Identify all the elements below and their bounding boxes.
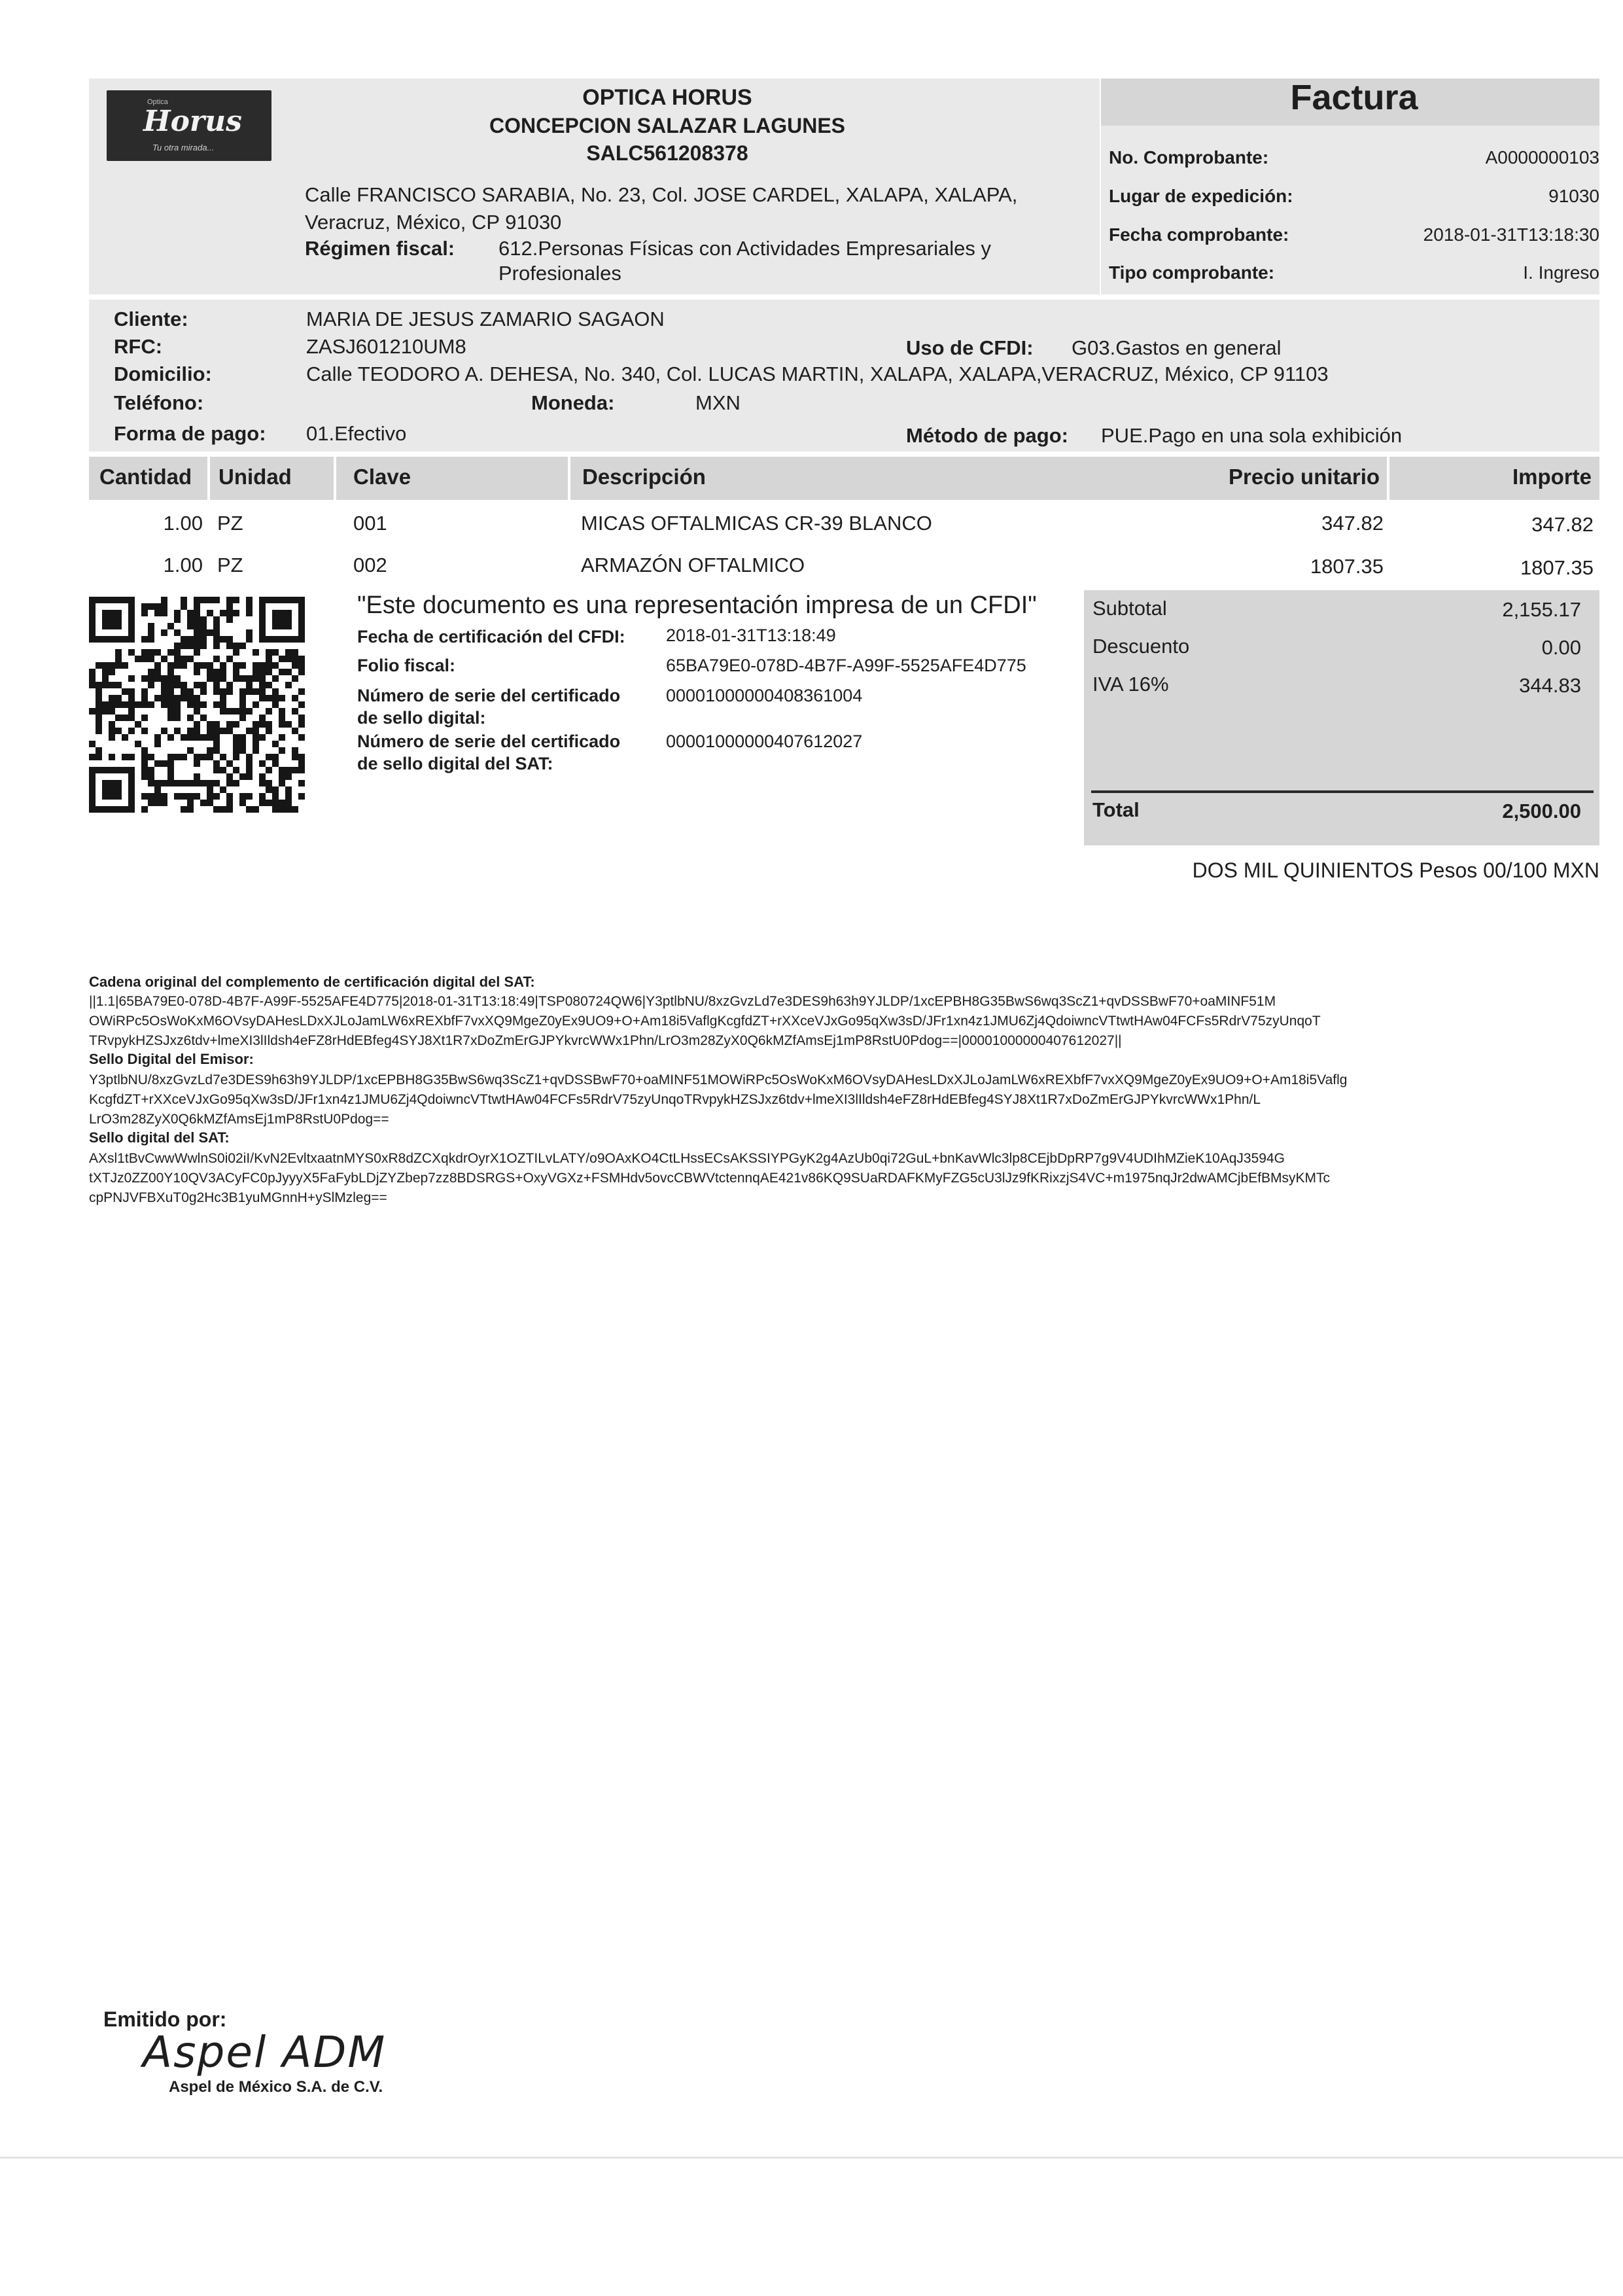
currency: MXN bbox=[695, 391, 741, 414]
emisor-seal-line: LrO3m28ZyX0Q6kMZfAmsEj1mP8RstU0Pdog== bbox=[89, 1112, 389, 1127]
field-label: Fecha comprobante: bbox=[1109, 224, 1289, 245]
subtotal-label: Subtotal bbox=[1092, 597, 1167, 620]
row-quantity: 1.00 bbox=[163, 554, 203, 576]
row-unit: PZ bbox=[217, 554, 243, 576]
currency-label: Moneda: bbox=[531, 391, 615, 414]
row-code: 002 bbox=[353, 554, 387, 576]
aspel-logo: Aspel ADM bbox=[143, 2027, 387, 2077]
col-header-description: Descripción bbox=[582, 465, 706, 489]
invoice-type: I. Ingreso bbox=[1523, 262, 1599, 283]
sat-seal-line: tXTJz0ZZ00Y10QV3ACyFC0pJyyyX5FaFybLDjZYZbep7zz8BDSRGS+OxyVGXz+FSMHdv5ovcCBWVtctennqAE421v86KQ9SUaRDAFKMyFZG5cU3lJz9fKRixzjS4VC+m1975nqJr2dwAMCjbEfBMsyKMTc bbox=[89, 1171, 1331, 1186]
cadena-original-label: Cadena original del complemento de certificación digital del SAT: bbox=[89, 974, 535, 990]
cert-date: 2018-01-31T13:18:49 bbox=[666, 626, 836, 645]
place-of-issue: 91030 bbox=[1548, 186, 1599, 206]
col-header-amount: Importe bbox=[1512, 465, 1592, 489]
emisor-serial-label-2: de sello digital: bbox=[357, 708, 486, 728]
total-value: 2,500.00 bbox=[1502, 800, 1581, 822]
row-code: 001 bbox=[353, 512, 387, 535]
discount-value: 0.00 bbox=[1541, 636, 1581, 659]
page-edge-line bbox=[0, 2157, 1623, 2159]
col-header-unit-price: Precio unitario bbox=[1229, 465, 1380, 489]
company-rfc: SALC561208378 bbox=[586, 141, 748, 165]
payment-form-label: Forma de pago: bbox=[114, 422, 266, 445]
sat-serial: 00001000000407612027 bbox=[666, 732, 863, 751]
row-unit: PZ bbox=[217, 512, 243, 535]
folio-fiscal: 65BA79E0-078D-4B7F-A99F-5525AFE4D775 bbox=[666, 656, 1026, 675]
row-unit-price: 1807.35 bbox=[1310, 555, 1384, 578]
total-label: Total bbox=[1092, 798, 1140, 821]
invoice-number: A0000000103 bbox=[1485, 147, 1599, 168]
emisor-serial: 00001000000408361004 bbox=[666, 686, 863, 705]
row-unit-price: 347.82 bbox=[1321, 512, 1384, 535]
issued-by-label: Emitido por: bbox=[103, 2007, 227, 2031]
field-label: No. Comprobante: bbox=[1109, 147, 1269, 168]
invoice-title: Factura bbox=[1290, 78, 1418, 117]
client-address: Calle TEODORO A. DEHESA, No. 340, Col. LUCAS MARTIN, XALAPA, XALAPA,VERACRUZ, México, CP 91103 bbox=[306, 362, 1329, 385]
logo-tagline: Tu otra mirada... bbox=[152, 143, 215, 152]
client-rfc: ZASJ601210UM8 bbox=[306, 335, 466, 358]
company-logo: Optica Horus Tu otra mirada... bbox=[107, 90, 271, 161]
aspel-company: Aspel de México S.A. de C.V. bbox=[169, 2078, 383, 2096]
emisor-seal-line: KcgfdZT+rXXceVJxGo95qXw3sD/JFr1xn4z1JMU6Zj4QdoiwncVTtwtHAw04FCFs5RdrV75zyUnqoTRvpykHZSJxz6tdv+lmeXI3lIldsh4eFZ8rHdEBfeg4SYJ8Xt1R7xDoZmErGJPYkvrcWWx1Phn/L bbox=[89, 1092, 1261, 1107]
sat-serial-label-2: de sello digital del SAT: bbox=[357, 754, 553, 773]
company-name: OPTICA HORUS bbox=[582, 85, 752, 110]
row-description: ARMAZÓN OFTALMICO bbox=[581, 554, 805, 576]
regimen-label: Régimen fiscal: bbox=[305, 237, 455, 260]
field-label: Lugar de expedición: bbox=[1109, 186, 1293, 206]
payment-method-label: Método de pago: bbox=[906, 424, 1068, 447]
cfdi-use: G03.Gastos en general bbox=[1072, 336, 1282, 359]
sat-seal-line: AXsl1tBvCwwWwlnS0i02iI/KvN2EvltxaatnMYS0xR8dZCXqkdrOyrX1OZTILvLATY/o9OAxKO4CtLHssECsAKSSIYPGyK2g4AzUb0qi72GuL+bnKavWlc3lp8CEjbDpRP7g9V4UDIhMZieK10AqJ3594G bbox=[89, 1151, 1285, 1166]
company-address-line1: Calle FRANCISCO SARABIA, No. 23, Col. JOSE CARDEL, XALAPA, XALAPA, bbox=[305, 183, 1018, 206]
regimen-line1: 612.Personas Físicas con Actividades Empresariales y bbox=[498, 237, 991, 260]
logo-wordmark: Horus bbox=[143, 105, 242, 138]
field-label: Tipo comprobante: bbox=[1109, 262, 1275, 283]
client-name: MARIA DE JESUS ZAMARIO SAGAON bbox=[306, 308, 665, 330]
cadena-line: OWiRPc5OsWoKxM6OVsyDAHesLDxXJLoJamLW6xREXbfF7vxXQ9MgeZ0yEx9UO9+O+Am18i5VaflgKcgfdZT+rXXceVJxGo95qXw3sD/JFr1xn4z1JMU6Zj4QdoiwncVTtwtHAw04FCFs5RdrV75zyUnqoT bbox=[89, 1014, 1321, 1029]
emisor-seal-line: Y3ptlbNU/8xzGvzLd7e3DES9h63h9YJLDP/1xcEPBH8G35BwS6wq3ScZ1+qvDSSBwF70+oaMINF51MOWiRPc5OsWoKxM6OVsyDAHesLDxXJLoJamLW6xREXbfF7vxXQ9MgeZ0yEx9UO9+O+Am18i5Vaflg bbox=[89, 1072, 1348, 1087]
rfc-label: RFC: bbox=[114, 335, 163, 358]
cfdi-use-label: Uso de CFDI: bbox=[906, 336, 1034, 359]
row-amount: 1807.35 bbox=[1520, 556, 1594, 579]
row-description: MICAS OFTALMICAS CR-39 BLANCO bbox=[581, 512, 932, 535]
cadena-line: ||1.1|65BA79E0-078D-4B7F-A99F-5525AFE4D775|2018-01-31T13:18:49|TSP080724QW6|Y3ptlbNU/8xzGvzLd7e3DES9h63h9YJLDP/1xcEPBH8G35BwS6wq3ScZ1+qvDSSBwF70+oaMINF51M bbox=[89, 994, 1276, 1009]
col-header-quantity: Cantidad bbox=[99, 465, 192, 489]
cadena-line: TRvpykHZSJxz6tdv+lmeXI3lIldsh4eFZ8rHdEBfeg4SYJ8Xt1R7xDoZmErGJPYkvrcWWx1Phn/LrO3m28ZyX0Q6kMZfAmsEj1mP8RstU0Pdog==|00001000000407612027|| bbox=[89, 1033, 1122, 1048]
emisor-serial-label-1: Número de serie del certificado bbox=[357, 686, 621, 705]
cfdi-notice: "Este documento es una representación impresa de un CFDI" bbox=[357, 592, 1037, 619]
company-address-line2: Veracruz, México, CP 91030 bbox=[305, 211, 562, 234]
payment-form: 01.Efectivo bbox=[306, 422, 407, 445]
client-label: Cliente: bbox=[114, 308, 188, 330]
col-header-unit: Unidad bbox=[218, 465, 292, 489]
vat-label: IVA 16% bbox=[1092, 673, 1169, 696]
subtotal-value: 2,155.17 bbox=[1502, 598, 1581, 621]
payment-method: PUE.Pago en una sola exhibición bbox=[1101, 424, 1403, 447]
sat-serial-label-1: Número de serie del certificado bbox=[357, 732, 621, 751]
discount-label: Descuento bbox=[1092, 635, 1190, 658]
phone-label: Teléfono: bbox=[114, 391, 204, 414]
emisor-seal-label: Sello Digital del Emisor: bbox=[89, 1051, 254, 1067]
vat-value: 344.83 bbox=[1519, 674, 1581, 697]
sat-seal-line: cpPNJVFBXuT0g2Hc3B1yuMGnnH+ySlMzleg== bbox=[89, 1190, 387, 1205]
folio-label: Folio fiscal: bbox=[357, 656, 456, 675]
row-quantity: 1.00 bbox=[163, 512, 203, 535]
col-header-code: Clave bbox=[353, 465, 411, 489]
qr-code bbox=[89, 597, 305, 813]
regimen-line2: Profesionales bbox=[498, 262, 621, 285]
cert-date-label: Fecha de certificación del CFDI: bbox=[357, 627, 625, 646]
total-in-words: DOS MIL QUINIENTOS Pesos 00/100 MXN bbox=[1192, 858, 1599, 882]
company-owner: CONCEPCION SALAZAR LAGUNES bbox=[489, 114, 845, 137]
sat-seal-label: Sello digital del SAT: bbox=[89, 1129, 230, 1146]
row-amount: 347.82 bbox=[1531, 513, 1594, 536]
totals-divider bbox=[1091, 790, 1594, 793]
invoice-date: 2018-01-31T13:18:30 bbox=[1423, 224, 1599, 245]
address-label: Domicilio: bbox=[114, 362, 212, 385]
